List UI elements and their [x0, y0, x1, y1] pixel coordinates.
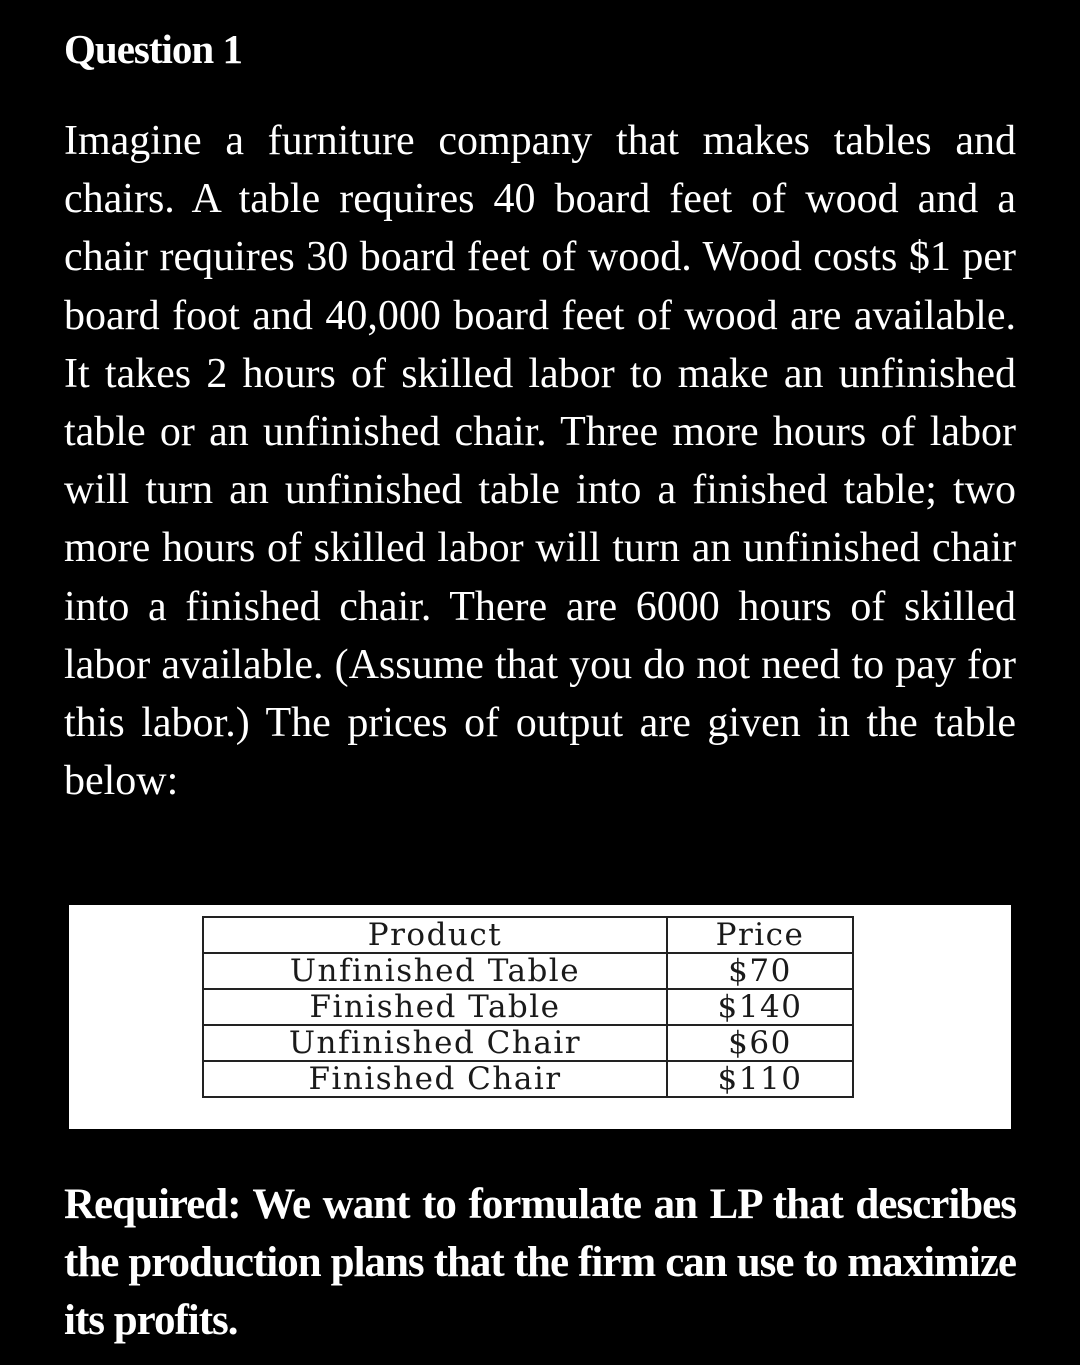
row-product: Unfinished Chair: [203, 1025, 667, 1061]
row-price: $70: [667, 953, 853, 989]
question-paragraph: Imagine a furniture company that makes tables and chairs. A table requires 40 board feet of wood and a chair requires 30 board feet of wood. Wood costs $1 per board foot and 40,000 board feet of wood are available. It takes 2 hours of skilled labor to make an unfinished table or an unfinished chair. Three more hours of labor will turn an unfinished table into a finished table; two more hours of skilled labor will turn an unfinished chair into a finished chair. There are 6000 hours of skilled labor available. (Assume that you do not need to pay for this labor.) The prices of output are given in the table below:: [64, 118, 1016, 805]
table-row: [203, 1061, 853, 1097]
row-price: $140: [667, 989, 853, 1025]
table-row: [203, 1025, 853, 1061]
table-row: [203, 989, 853, 1025]
header-price: Price: [667, 917, 853, 953]
header-product: Product: [203, 917, 667, 953]
question-title: Question 1: [64, 26, 242, 72]
row-product: Finished Chair: [203, 1061, 667, 1097]
price-table-panel: [69, 905, 1011, 1129]
required-statement: Required: We want to formulate an LP that describes the production plans that the firm can use to maximize its profits.: [64, 1181, 1016, 1344]
row-price: $110: [667, 1061, 853, 1097]
table-header-row: [203, 917, 853, 953]
price-table: [202, 916, 854, 1098]
table-row: [203, 953, 853, 989]
row-product: Finished Table: [203, 989, 667, 1025]
row-product: Unfinished Table: [203, 953, 667, 989]
row-price: $60: [667, 1025, 853, 1061]
